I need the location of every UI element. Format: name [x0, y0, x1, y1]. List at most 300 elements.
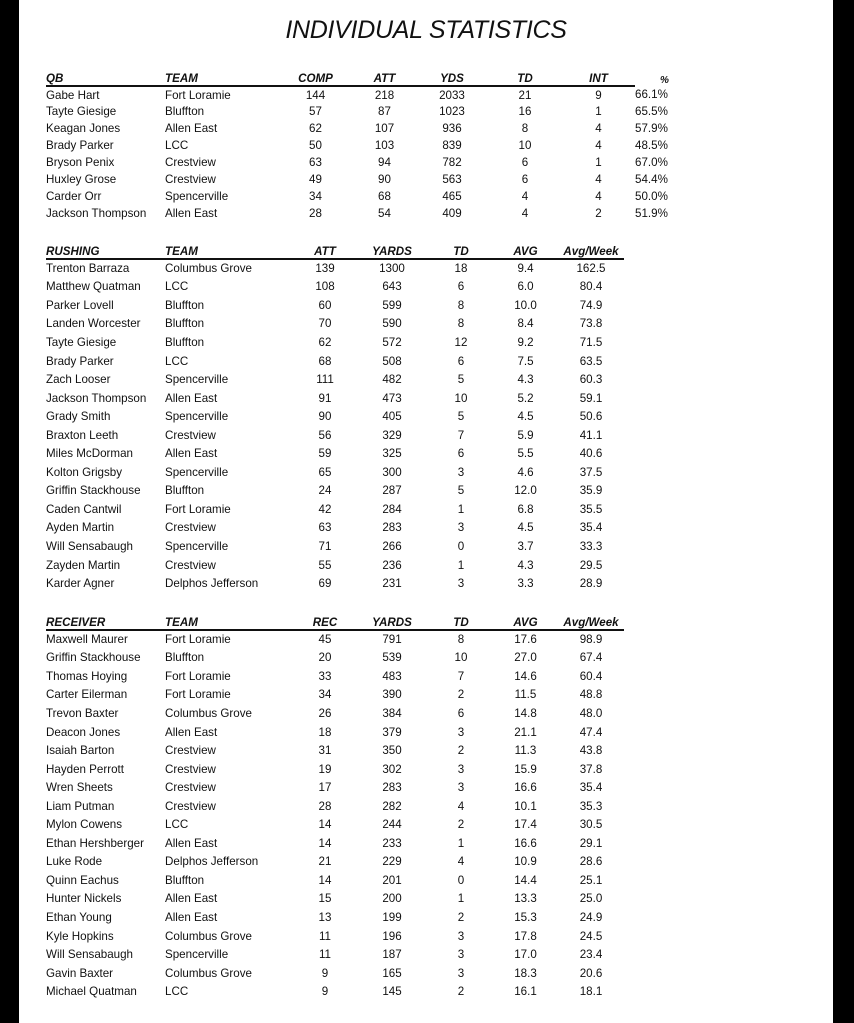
- td-value: 3: [457, 966, 465, 980]
- yards-value: 599: [382, 298, 402, 312]
- qb-stats-table: [46, 68, 690, 222]
- yards-value: 350: [382, 744, 402, 758]
- avg-week-value: 98.9: [579, 633, 603, 647]
- int-value: 1: [595, 156, 602, 169]
- team-name: Allen East: [165, 391, 218, 405]
- att-value: 42: [318, 502, 332, 516]
- player-name: Will Sensabaugh: [46, 539, 134, 553]
- yards-value: 405: [382, 410, 402, 424]
- player-name: Luke Rode: [46, 855, 103, 869]
- pct-value: 50.0%: [635, 190, 668, 203]
- team-name: Allen East: [165, 892, 218, 906]
- rec-value: 33: [318, 669, 332, 683]
- td-value: 3: [457, 762, 465, 776]
- td-value: 3: [457, 948, 465, 962]
- yards-value: 244: [382, 818, 402, 832]
- td-value: 2: [457, 688, 465, 702]
- table-header-row: [46, 241, 624, 259]
- avg-value: 8.4: [517, 317, 534, 331]
- avg-week-value: 33.3: [579, 539, 603, 553]
- pct-value: 65.5%: [635, 105, 668, 118]
- rec-value: 31: [318, 744, 332, 758]
- team-name: Crestview: [165, 781, 216, 795]
- yards-value: 233: [382, 836, 402, 850]
- avg-week-value: 60.4: [579, 669, 603, 683]
- player-name: Landen Worcester: [46, 317, 141, 331]
- avg-value: 18.3: [514, 966, 537, 980]
- table-row: [46, 463, 624, 482]
- avg-value: 27.0: [514, 651, 537, 665]
- td-value: 4: [457, 799, 465, 813]
- team-name: Columbus Grove: [165, 706, 252, 720]
- td-header: TD: [488, 68, 562, 86]
- player-name: Karder Agner: [46, 577, 115, 591]
- table-row: [46, 890, 624, 909]
- yards-value: 590: [382, 317, 402, 331]
- player-name: Michael Quatman: [46, 985, 137, 999]
- yards-value: 329: [382, 428, 402, 442]
- avg-week-value: 43.8: [579, 744, 603, 758]
- avg-value: 10.9: [514, 855, 537, 869]
- player-name: Quinn Eachus: [46, 873, 119, 887]
- team-name: LCC: [165, 985, 189, 999]
- int-value: 1: [595, 105, 602, 118]
- yds-value: 2033: [439, 88, 465, 102]
- rec-value: 28: [318, 799, 332, 813]
- table-row: [46, 574, 624, 593]
- td-value: 4: [457, 855, 465, 869]
- table-row: [46, 630, 624, 649]
- table-row: [46, 982, 624, 1001]
- att-value: 56: [318, 428, 332, 442]
- pct-value: 57.9%: [635, 122, 668, 135]
- td-value: 10: [454, 391, 468, 405]
- int-value: 4: [595, 173, 602, 186]
- yds-value: 839: [442, 139, 462, 152]
- table-row: [46, 667, 624, 686]
- att-value: 55: [318, 558, 332, 572]
- player-name: Miles McDorman: [46, 447, 133, 461]
- table-row: [46, 315, 624, 334]
- team-name: Spencerville: [165, 190, 229, 203]
- att-value: 69: [318, 577, 332, 591]
- table-row: [46, 723, 624, 742]
- table-row: [46, 137, 690, 154]
- td-value: 10: [454, 651, 468, 665]
- team-name: Columbus Grove: [165, 929, 252, 943]
- comp-value: 49: [309, 173, 322, 186]
- yards-value: 302: [382, 762, 402, 776]
- team-name: LCC: [165, 818, 189, 832]
- att-value: 139: [315, 262, 335, 276]
- avg-week-value: 20.6: [579, 966, 603, 980]
- team-name: Allen East: [165, 207, 218, 220]
- avg-week-value: 24.5: [579, 929, 603, 943]
- td-value: 6: [457, 706, 465, 720]
- avg-value: 14.8: [514, 706, 537, 720]
- table-header-row: [46, 68, 690, 86]
- avg-week-value: 18.1: [579, 985, 603, 999]
- avg-week-value: 25.0: [579, 892, 603, 906]
- avg-week-value: 74.9: [579, 298, 603, 312]
- table-row: [46, 426, 624, 445]
- att-value: 94: [378, 156, 391, 169]
- yards-value: 199: [382, 910, 402, 924]
- avg-value: 14.4: [514, 873, 537, 887]
- comp-value: 62: [309, 122, 322, 135]
- table-row: [46, 853, 624, 872]
- att-value: 54: [378, 207, 391, 220]
- td-value: 2: [457, 985, 465, 999]
- avg-value: 5.2: [517, 391, 534, 405]
- player-name: Huxley Grose: [46, 173, 117, 186]
- player-name: Griffin Stackhouse: [46, 651, 141, 665]
- player-name: Brady Parker: [46, 354, 114, 368]
- rec-value: 19: [318, 762, 332, 776]
- table-row: [46, 815, 624, 834]
- receiving-stats-table: [46, 612, 624, 1001]
- avg-week-value: 24.9: [579, 910, 603, 924]
- rec-value: 26: [318, 706, 332, 720]
- table-row: [46, 908, 624, 927]
- td-value: 3: [457, 577, 465, 591]
- player-name: Brady Parker: [46, 139, 114, 152]
- player-name: Carder Orr: [46, 190, 102, 203]
- table-row: [46, 407, 624, 426]
- att-value: 103: [374, 139, 395, 152]
- comp-value: 34: [309, 190, 322, 203]
- table-row: [46, 704, 624, 723]
- int-value: 2: [595, 207, 602, 220]
- table-row: [46, 871, 624, 890]
- avg-value: 15.9: [514, 762, 537, 776]
- int-value: 4: [595, 190, 602, 203]
- rec-value: 20: [318, 651, 332, 665]
- table-row: [46, 370, 624, 389]
- qb-table-body: [46, 86, 690, 222]
- avg-week-value: 40.6: [579, 447, 603, 461]
- avg-header: AVG: [493, 241, 558, 259]
- yards-value: 236: [382, 558, 402, 572]
- team-name: Fort Loramie: [165, 88, 231, 102]
- team-name: Crestview: [165, 762, 216, 776]
- avg-week-value: 48.8: [579, 688, 603, 702]
- table-row: [46, 296, 624, 315]
- avg-value: 3.3: [517, 577, 534, 591]
- yards-header: YARDS: [355, 241, 429, 259]
- att-value: 108: [315, 280, 335, 294]
- yards-value: 266: [382, 539, 402, 553]
- table-row: [46, 834, 624, 853]
- yards-value: 508: [382, 354, 402, 368]
- player-name: Liam Putman: [46, 799, 115, 813]
- player-name: Matthew Quatman: [46, 280, 141, 294]
- avg-week-value: 35.5: [579, 502, 603, 516]
- yards-value: 384: [382, 706, 402, 720]
- comp-value: 144: [305, 88, 326, 102]
- team-name: Crestview: [165, 173, 216, 186]
- yds-value: 409: [442, 207, 462, 220]
- table-row: [46, 154, 690, 171]
- table-row: [46, 927, 624, 946]
- avg-week-value: 59.1: [579, 391, 603, 405]
- td-value: 6: [521, 173, 529, 186]
- team-name: Crestview: [165, 799, 216, 813]
- td-value: 1: [457, 502, 465, 516]
- td-value: 21: [518, 88, 532, 102]
- att-value: 68: [318, 354, 332, 368]
- pct-value: 54.4%: [635, 173, 668, 186]
- att-value: 70: [318, 317, 332, 331]
- avg-value: 4.6: [517, 465, 534, 479]
- td-value: 8: [457, 633, 465, 647]
- td-value: 3: [457, 521, 465, 535]
- team-name: Fort Loramie: [165, 502, 231, 516]
- att-value: 71: [318, 539, 332, 553]
- team-name: Bluffton: [165, 651, 205, 665]
- table-row: [46, 482, 624, 501]
- avg-value: 10.0: [514, 298, 537, 312]
- yds-value: 1023: [439, 105, 465, 118]
- td-value: 6: [457, 447, 465, 461]
- yards-value: 165: [382, 966, 402, 980]
- yards-value: 283: [382, 521, 402, 535]
- att-value: 111: [316, 373, 334, 387]
- att-value: 90: [378, 173, 391, 186]
- avg-value: 12.0: [514, 484, 537, 498]
- yards-value: 201: [382, 873, 402, 887]
- td-value: 3: [457, 781, 465, 795]
- player-name: Isaiah Barton: [46, 744, 115, 758]
- team-name: Allen East: [165, 836, 218, 850]
- comp-value: 28: [309, 207, 322, 220]
- player-name: Caden Cantwil: [46, 502, 122, 516]
- avg-header: AVG: [493, 612, 558, 630]
- avg-value: 4.3: [517, 558, 534, 572]
- avg-value: 17.0: [514, 948, 537, 962]
- team-name: Bluffton: [165, 298, 205, 312]
- rec-value: 11: [318, 929, 332, 943]
- td-value: 7: [457, 669, 465, 683]
- rec-value: 34: [318, 688, 332, 702]
- avg-value: 17.8: [514, 929, 537, 943]
- avg-value: 17.4: [514, 818, 537, 832]
- player-name: Tayte Giesige: [46, 105, 117, 118]
- table-row: [46, 171, 690, 188]
- rec-value: 13: [318, 910, 332, 924]
- avg-value: 16.6: [514, 781, 537, 795]
- avg-value: 10.1: [514, 799, 537, 813]
- int-value: 4: [595, 122, 602, 135]
- avg-week-value: 162.5: [576, 262, 606, 276]
- player-name: Grady Smith: [46, 410, 111, 424]
- avg-week-value: 29.5: [579, 558, 603, 572]
- avg-value: 5.5: [517, 447, 534, 461]
- yards-value: 791: [382, 633, 402, 647]
- rec-value: 11: [318, 948, 332, 962]
- avg-value: 9.2: [517, 335, 534, 349]
- rushing-table-body: [46, 259, 624, 593]
- td-value: 4: [521, 207, 529, 220]
- table-row: [46, 444, 624, 463]
- att-value: 60: [318, 298, 332, 312]
- team-name: Spencerville: [165, 410, 229, 424]
- td-value: 3: [457, 929, 465, 943]
- rec-value: 14: [318, 873, 332, 887]
- player-name: Ethan Hershberger: [46, 836, 144, 850]
- td-value: 7: [457, 428, 465, 442]
- rec-value: 45: [318, 633, 332, 647]
- att-value: 90: [318, 410, 332, 424]
- td-header: TD: [429, 241, 493, 259]
- td-value: 8: [457, 298, 465, 312]
- team-name: Delphos Jefferson: [165, 855, 259, 869]
- player-name: Jackson Thompson: [46, 391, 147, 405]
- avg-week-value: 28.6: [579, 855, 603, 869]
- table-row: [46, 120, 690, 137]
- avg-value: 16.1: [514, 985, 537, 999]
- td-value: 5: [457, 484, 465, 498]
- avg-week-value: 41.1: [579, 428, 603, 442]
- att-value: 65: [318, 465, 332, 479]
- player-name: Hayden Perrott: [46, 762, 124, 776]
- rec-value: 15: [318, 892, 332, 906]
- avg-week-value: 60.3: [579, 373, 603, 387]
- avg-value: 6.0: [517, 280, 534, 294]
- team-name: Allen East: [165, 122, 218, 135]
- att-value: 91: [318, 391, 332, 405]
- yards-value: 1300: [379, 262, 405, 276]
- avg-value: 3.7: [517, 539, 534, 553]
- avg-week-value: 47.4: [579, 725, 603, 739]
- avg-week-value: 35.3: [579, 799, 603, 813]
- td-header: TD: [429, 612, 493, 630]
- td-value: 1: [457, 892, 465, 906]
- player-name: Gabe Hart: [46, 88, 100, 102]
- table-row: [46, 778, 624, 797]
- yards-value: 200: [382, 892, 402, 906]
- avg-value: 5.9: [517, 428, 534, 442]
- int-header: INT: [562, 68, 635, 86]
- avg-week-value: 28.9: [579, 577, 603, 591]
- yards-value: 483: [382, 669, 402, 683]
- team-name: Crestview: [165, 558, 216, 572]
- player-name: Gavin Baxter: [46, 966, 114, 980]
- td-value: 0: [457, 539, 465, 553]
- player-name: Keagan Jones: [46, 122, 121, 135]
- pct-header: %: [660, 75, 669, 86]
- yards-value: 300: [382, 465, 402, 479]
- rec-value: 9: [321, 985, 329, 999]
- att-header: ATT: [295, 241, 355, 259]
- table-row: [46, 103, 690, 120]
- player-name: Griffin Stackhouse: [46, 484, 141, 498]
- avg-value: 21.1: [514, 725, 537, 739]
- avg-week-value: 37.8: [579, 762, 603, 776]
- team-name: Crestview: [165, 521, 216, 535]
- avg-value: 7.5: [517, 354, 534, 368]
- yards-value: 283: [382, 781, 402, 795]
- player-name: Carter Eilerman: [46, 688, 128, 702]
- comp-header: COMP: [278, 68, 353, 86]
- yards-value: 473: [382, 391, 402, 405]
- td-value: 0: [457, 873, 465, 887]
- pct-value: 67.0%: [635, 156, 668, 169]
- rec-value: 17: [318, 781, 332, 795]
- avg-week-value: 80.4: [579, 280, 603, 294]
- team-name: Spencerville: [165, 539, 229, 553]
- avg-value: 13.3: [514, 892, 537, 906]
- avg-week-value: 35.4: [579, 781, 603, 795]
- table-row: [46, 760, 624, 779]
- yards-value: 145: [382, 985, 402, 999]
- page-title: INDIVIDUAL STATISTICS: [285, 16, 567, 44]
- team-name: Bluffton: [165, 317, 205, 331]
- avg-value: 4.5: [517, 410, 534, 424]
- att-value: 63: [318, 521, 332, 535]
- yards-value: 231: [382, 577, 402, 591]
- rec-value: 21: [318, 855, 332, 869]
- player-name: Ayden Martin: [46, 521, 115, 535]
- yards-value: 229: [382, 855, 402, 869]
- team-header: TEAM: [165, 68, 278, 86]
- td-value: 5: [457, 373, 465, 387]
- td-value: 5: [457, 410, 465, 424]
- rec-value: 18: [318, 725, 332, 739]
- td-value: 18: [454, 262, 468, 276]
- table-row: [46, 537, 624, 556]
- table-row: [46, 500, 624, 519]
- team-name: Allen East: [165, 447, 218, 461]
- yards-value: 284: [382, 502, 402, 516]
- pct-value: 48.5%: [635, 139, 668, 152]
- avg-week-value: 35.4: [579, 521, 603, 535]
- team-name: Fort Loramie: [165, 669, 231, 683]
- td-value: 4: [521, 190, 529, 203]
- avg-week-value: 71.5: [579, 335, 603, 349]
- qb-header: QB: [46, 68, 165, 86]
- td-value: 6: [457, 354, 465, 368]
- att-value: 87: [378, 105, 391, 118]
- td-value: 2: [457, 818, 465, 832]
- int-value: 4: [595, 139, 602, 152]
- comp-value: 63: [309, 156, 322, 169]
- avg-value: 9.4: [517, 262, 534, 276]
- team-name: Spencerville: [165, 948, 229, 962]
- yards-value: 482: [382, 373, 402, 387]
- team-header: TEAM: [165, 612, 295, 630]
- team-name: Columbus Grove: [165, 966, 252, 980]
- avg-week-header: Avg/Week: [558, 612, 624, 630]
- avg-value: 15.3: [514, 910, 537, 924]
- team-name: Fort Loramie: [165, 688, 231, 702]
- td-value: 16: [518, 105, 532, 118]
- avg-week-value: 63.5: [579, 354, 603, 368]
- player-name: Zayden Martin: [46, 558, 121, 572]
- player-name: Mylon Cowens: [46, 818, 123, 832]
- team-name: Crestview: [165, 428, 216, 442]
- avg-week-value: 30.5: [579, 818, 603, 832]
- table-row: [46, 945, 624, 964]
- player-name: Maxwell Maurer: [46, 633, 128, 647]
- team-name: Delphos Jefferson: [165, 577, 259, 591]
- table-row: [46, 964, 624, 983]
- stats-page: [19, 0, 833, 1023]
- td-value: 2: [457, 910, 465, 924]
- team-name: Bluffton: [165, 105, 205, 118]
- player-name: Wren Sheets: [46, 781, 113, 795]
- rushing-header: RUSHING: [46, 241, 165, 259]
